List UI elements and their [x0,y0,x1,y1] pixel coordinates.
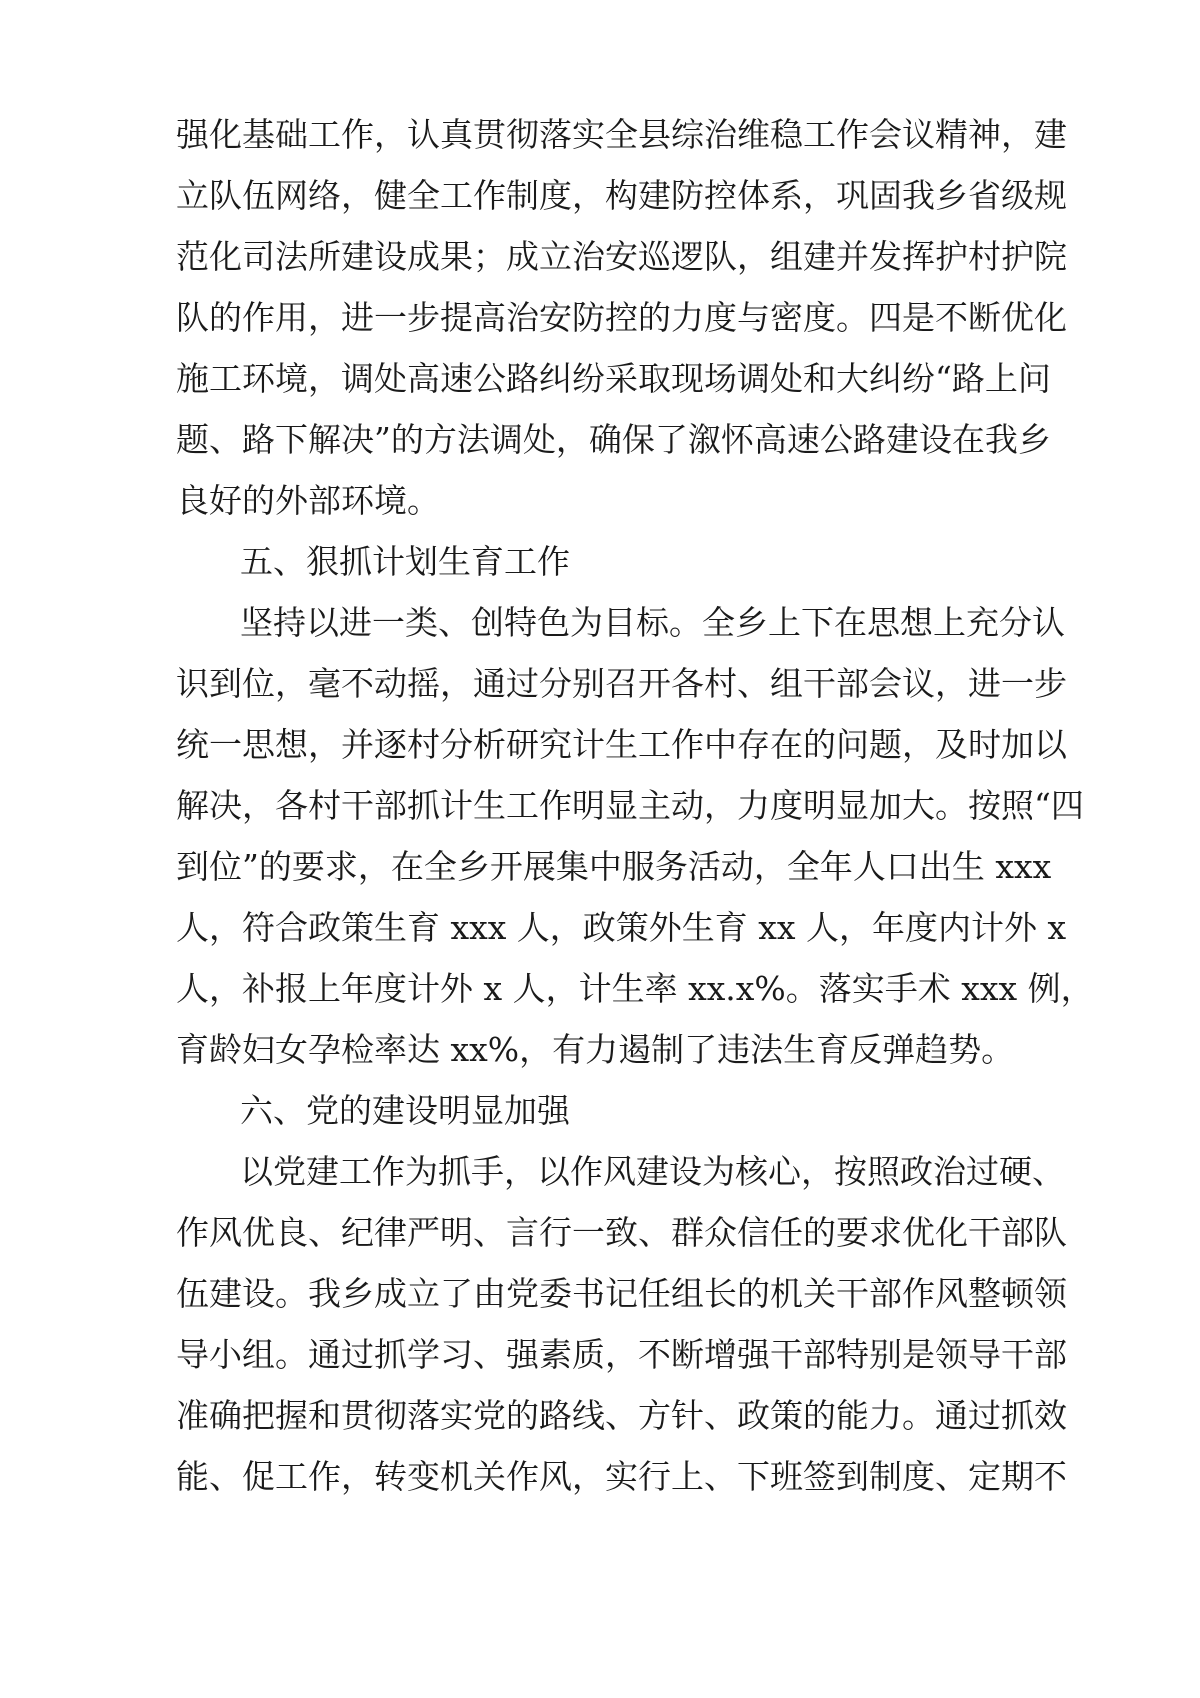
text-line: 能、促工作，转变机关作风，实行上、下班签到制度、定期不 [176,1457,1067,1496]
text-line: 题、路下解决”的方法调处，确保了溆怀高速公路建设在我乡 [176,420,1051,459]
text-line: 育龄妇女孕检率达 xx%，有力遏制了违法生育反弹趋势。 [176,1030,1015,1069]
section-heading: 五、狠抓计划生育工作 [240,542,570,581]
text-line: 作风优良、纪律严明、言行一致、群众信任的要求优化干部队 [176,1213,1067,1252]
section-heading: 六、党的建设明显加强 [240,1091,570,1130]
text-line: 人，补报上年度计外 x 人，计生率 xx.x%。落实手术 xxx 例， [176,969,1094,1008]
text-line: 队的作用，进一步提高治安防控的力度与密度。四是不断优化 [176,298,1067,337]
text-line: 强化基础工作，认真贯彻落实全县综治维稳工作会议精神，建 [176,115,1067,154]
text-line: 伍建设。我乡成立了由党委书记任组长的机关干部作风整顿领 [176,1274,1067,1313]
text-line: 解决，各村干部抓计生工作明显主动，力度明显加大。按照“四 [176,786,1084,825]
text-line: 统一思想，并逐村分析研究计生工作中存在的问题，及时加以 [176,725,1067,764]
text-line: 坚持以进一类、创特色为目标。全乡上下在思想上充分认 [240,603,1065,642]
text-line: 识到位，毫不动摇，通过分别召开各村、组干部会议，进一步 [176,664,1067,703]
text-line: 施工环境，调处高速公路纠纷采取现场调处和大纠纷“路上问 [176,359,1051,398]
text-line: 人，符合政策生育 xxx 人，政策外生育 xx 人，年度内计外 x [176,908,1067,947]
text-line: 以党建工作为抓手，以作风建设为核心，按照政治过硬、 [240,1152,1065,1191]
text-line: 到位”的要求，在全乡开展集中服务活动，全年人口出生 xxx [176,847,1052,886]
text-line: 范化司法所建设成果；成立治安巡逻队，组建并发挥护村护院 [176,237,1067,276]
text-line: 准确把握和贯彻落实党的路线、方针、政策的能力。通过抓效 [176,1396,1067,1435]
text-line: 良好的外部环境。 [176,481,440,520]
text-line: 立队伍网络，健全工作制度，构建防控体系，巩固我乡省级规 [176,176,1067,215]
text-line: 导小组。通过抓学习、强素质，不断增强干部特别是领导干部 [176,1335,1067,1374]
